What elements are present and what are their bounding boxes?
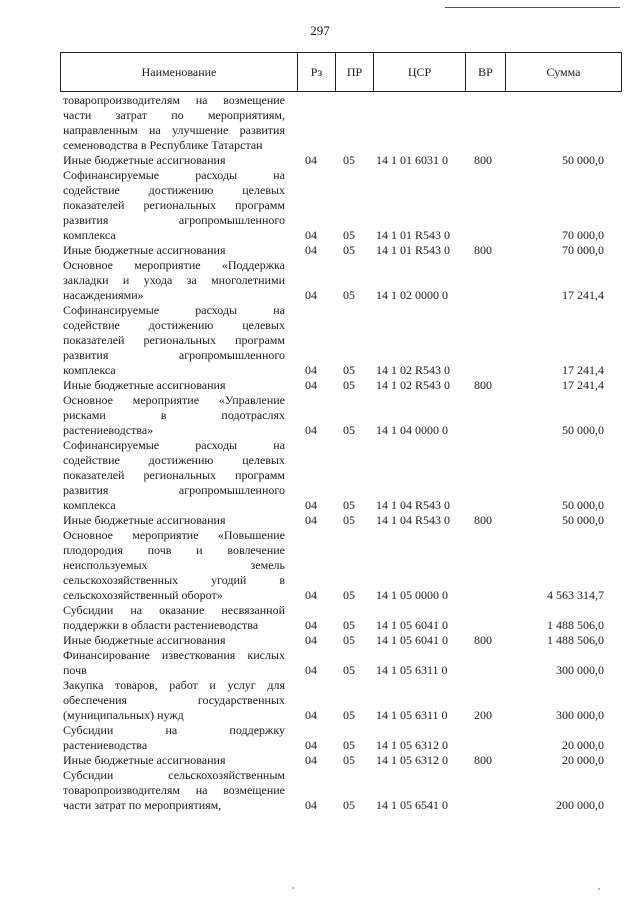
header-name: Наименование (61, 53, 298, 91)
table-row (0, 168, 640, 243)
page-number: 297 (310, 23, 330, 38)
row-pr: 05 (343, 378, 355, 392)
row-pr: 05 (343, 288, 355, 302)
row-name-line: рисками в подотраслях (63, 408, 285, 422)
table-row (0, 438, 640, 513)
row-name-line: Иные бюджетные ассигнования (63, 153, 226, 167)
row-sum: 70 000,0 (562, 228, 604, 242)
row-name-line: сельскохозяйственных угодий в (63, 573, 285, 587)
row-name-line: Софинансируемые расходы на (63, 168, 285, 182)
row-csr: 14 1 05 6541 0 (376, 798, 448, 812)
row-sum: 17 241,4 (562, 288, 604, 302)
row-name-line: Субсидии на поддержку (63, 723, 285, 737)
row-name-line: содействие достижению целевых (63, 453, 285, 467)
table-row (0, 648, 640, 678)
row-csr: 14 1 01 6031 0 (376, 153, 448, 167)
row-rz: 04 (305, 153, 317, 167)
row-name-line: почв (63, 663, 87, 677)
row-name-line: развития агропромышленного (63, 348, 285, 362)
table-header (60, 52, 622, 92)
row-name-line: направленным на улучшение развития (63, 123, 285, 137)
table-row (0, 633, 640, 648)
row-pr: 05 (343, 798, 355, 812)
row-rz: 04 (305, 633, 317, 647)
row-name-line: Иные бюджетные ассигнования (63, 633, 226, 647)
row-csr: 14 1 04 R543 0 (376, 498, 451, 512)
table-row (0, 153, 640, 168)
row-name-line: неиспользуемых земель (63, 558, 285, 572)
row-sum: 70 000,0 (562, 243, 604, 257)
row-sum: 300 000,0 (556, 708, 604, 722)
row-pr: 05 (343, 498, 355, 512)
row-csr: 14 1 01 R543 0 (376, 243, 451, 257)
row-name-line: растениеводства» (63, 423, 154, 437)
row-name-line: комплекса (63, 228, 116, 242)
header-sum: Сумма (546, 64, 581, 79)
table-row (0, 678, 640, 723)
row-sum: 17 241,4 (562, 363, 604, 377)
row-rz: 04 (305, 228, 317, 242)
row-rz: 04 (305, 588, 317, 602)
row-pr: 05 (343, 588, 355, 602)
row-name-line: Основное мероприятие «Повышение (63, 528, 285, 542)
row-vr: 800 (474, 633, 492, 647)
row-pr: 05 (343, 753, 355, 767)
row-csr: 14 1 02 0000 0 (376, 288, 448, 302)
row-name-line: семеноводства в Республике Татарстан (63, 138, 263, 152)
row-csr: 14 1 04 R543 0 (376, 513, 451, 527)
row-csr: 14 1 05 6312 0 (376, 738, 448, 752)
table-row (0, 378, 640, 393)
row-rz: 04 (305, 738, 317, 752)
row-name-line: Иные бюджетные ассигнования (63, 753, 226, 767)
table-row (0, 513, 640, 528)
header-csr: ЦСР (374, 53, 466, 91)
row-rz: 04 (305, 618, 317, 632)
row-name-line: поддержки в области растениеводства (63, 618, 259, 632)
row-pr: 05 (343, 363, 355, 377)
row-name-line: растениеводства (63, 738, 148, 752)
row-name-line: товаропроизводителям на возмещение (63, 93, 285, 107)
row-pr: 05 (343, 618, 355, 632)
row-pr: 05 (343, 633, 355, 647)
row-name-line: Субсидии на оказание несвязанной (63, 603, 285, 617)
row-name-line: содействие достижению целевых (63, 318, 285, 332)
top-rule (445, 7, 620, 8)
row-vr: 800 (474, 153, 492, 167)
row-csr: 14 1 05 6311 0 (376, 708, 448, 722)
row-pr: 05 (343, 708, 355, 722)
row-name-line: товаропроизводителям на возмещение (63, 783, 285, 797)
header-rz: Рз (298, 53, 336, 91)
row-csr: 14 1 05 0000 0 (376, 588, 448, 602)
row-sum: 50 000,0 (562, 513, 604, 527)
row-name-line: части затрат по мероприятиям, (63, 798, 222, 812)
table-row (0, 723, 640, 753)
row-rz: 04 (305, 663, 317, 677)
row-sum: 20 000,0 (562, 753, 604, 767)
row-name-line: Иные бюджетные ассигнования (63, 243, 226, 257)
row-name-line: закладки и ухода за многолетними (63, 273, 285, 287)
row-name-line: Основное мероприятие «Поддержка (63, 258, 285, 272)
table-row (0, 303, 640, 378)
table-row (0, 393, 640, 438)
row-sum: 50 000,0 (562, 498, 604, 512)
row-name-line: части затрат по мероприятиям, (63, 108, 285, 122)
row-sum: 17 241,4 (562, 378, 604, 392)
row-name-line: комплекса (63, 498, 116, 512)
table-row (0, 603, 640, 633)
row-rz: 04 (305, 708, 317, 722)
row-csr: 14 1 05 6311 0 (376, 663, 448, 677)
row-name-line: Иные бюджетные ассигнования (63, 513, 226, 527)
row-sum: 4 563 314,7 (547, 588, 604, 602)
table-row (0, 258, 640, 303)
row-sum: 20 000,0 (562, 738, 604, 752)
row-rz: 04 (305, 288, 317, 302)
row-vr: 800 (474, 243, 492, 257)
row-name-line: обеспечения государственных (63, 693, 285, 707)
row-pr: 05 (343, 243, 355, 257)
row-name-line: показателей региональных программ (63, 198, 285, 212)
row-rz: 04 (305, 798, 317, 812)
row-name-line: комплекса (63, 363, 116, 377)
row-vr: 800 (474, 513, 492, 527)
row-name-line: Софинансируемые расходы на (63, 303, 285, 317)
row-name-line: Закупка товаров, работ и услуг для (63, 678, 285, 692)
row-pr: 05 (343, 228, 355, 242)
row-name-line: сельскохозяйственный оборот» (63, 588, 223, 602)
row-csr: 14 1 02 R543 0 (376, 378, 451, 392)
row-rz: 04 (305, 423, 317, 437)
row-name-line: Иные бюджетные ассигнования (63, 378, 226, 392)
row-vr: 800 (474, 753, 492, 767)
header-vr: ВР (466, 53, 506, 91)
row-csr: 14 1 01 R543 0 (376, 228, 451, 242)
row-pr: 05 (343, 738, 355, 752)
scan-speck (598, 888, 600, 890)
row-name-line: показателей региональных программ (63, 333, 285, 347)
table-row (0, 528, 640, 603)
row-sum: 1 488 506,0 (547, 633, 604, 647)
row-rz: 04 (305, 363, 317, 377)
row-name-line: насаждениями» (63, 288, 144, 302)
row-name-line: Основное мероприятие «Управление (63, 393, 285, 407)
row-sum: 300 000,0 (556, 663, 604, 677)
scan-speck (292, 887, 294, 889)
table-row (0, 768, 640, 813)
row-csr: 14 1 04 0000 0 (376, 423, 448, 437)
header-pr: ПР (336, 53, 374, 91)
row-pr: 05 (343, 663, 355, 677)
row-rz: 04 (305, 753, 317, 767)
row-name-line: Финансирование известкования кислых (63, 648, 285, 662)
row-vr: 200 (474, 708, 492, 722)
row-name-line: (муниципальных) нужд (63, 708, 184, 722)
row-name-line: плодородия почв и вовлечение (63, 543, 285, 557)
row-sum: 50 000,0 (562, 423, 604, 437)
row-pr: 05 (343, 423, 355, 437)
row-sum: 50 000,0 (562, 153, 604, 167)
row-csr: 14 1 05 6041 0 (376, 618, 448, 632)
row-csr: 14 1 02 R543 0 (376, 363, 451, 377)
table-row (0, 243, 640, 258)
table-row (0, 93, 640, 153)
row-pr: 05 (343, 513, 355, 527)
row-vr: 800 (474, 378, 492, 392)
row-name-line: развития агропромышленного (63, 483, 285, 497)
table-row (0, 753, 640, 768)
row-name-line: развития агропромышленного (63, 213, 285, 227)
row-name-line: содействие достижению целевых (63, 183, 285, 197)
row-pr: 05 (343, 153, 355, 167)
row-name-line: Субсидии сельскохозяйственным (63, 768, 285, 782)
row-csr: 14 1 05 6312 0 (376, 753, 448, 767)
row-rz: 04 (305, 243, 317, 257)
row-sum: 1 488 506,0 (547, 618, 604, 632)
table-body (0, 93, 640, 813)
row-rz: 04 (305, 498, 317, 512)
row-rz: 04 (305, 378, 317, 392)
row-rz: 04 (305, 513, 317, 527)
row-name-line: Софинансируемые расходы на (63, 438, 285, 452)
row-csr: 14 1 05 6041 0 (376, 633, 448, 647)
row-name-line: показателей региональных программ (63, 468, 285, 482)
row-sum: 200 000,0 (556, 798, 604, 812)
